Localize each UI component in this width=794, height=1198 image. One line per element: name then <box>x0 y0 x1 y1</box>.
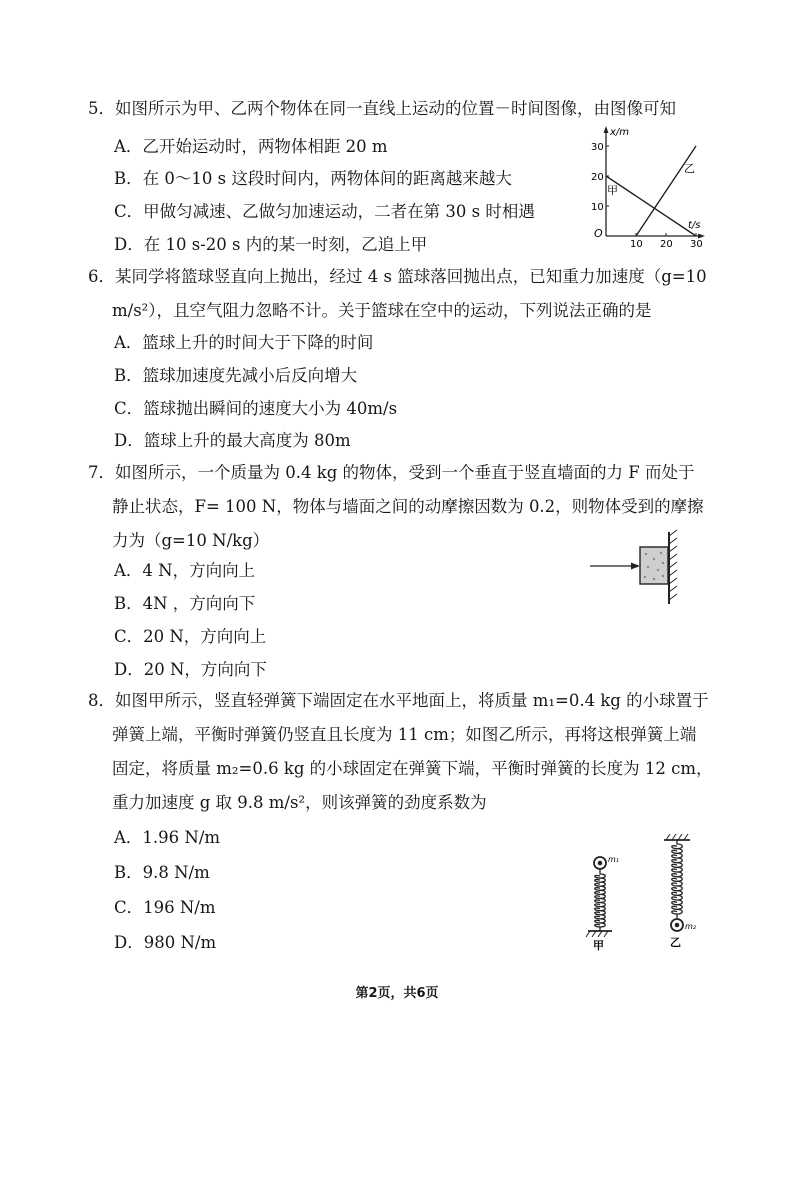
y-tick-label: 30 <box>591 142 604 153</box>
q5-option-c: C．甲做匀减速、乙做匀加速运动，二者在第 30 s 时相遇 <box>114 202 535 221</box>
wall-hatch <box>669 530 677 600</box>
q5-stem-text: 5．如图所示为甲、乙两个物体在同一直线上运动的位置－时间图像，由图像可知 <box>88 99 676 118</box>
figure-jia <box>586 855 619 952</box>
page-footer: 第2页，共6页 <box>355 986 439 1001</box>
y-tick-label: 20 <box>591 172 604 183</box>
q7-wall-block-figure <box>588 530 688 608</box>
q6-stem-line2: m/s²），且空气阻力忽略不计。关于篮球在空中的运动，下列说法正确的是 <box>112 301 652 320</box>
q7-option-b: B．4N ，方向向下 <box>114 594 256 613</box>
force-arrow-head <box>631 563 640 570</box>
q5-position-time-chart <box>578 122 708 250</box>
q8-stem-line1: 8．如图甲所示，竖直轻弹簧下端固定在水平地面上，将质量 m₁=0.4 kg 的小球置于 <box>88 691 709 710</box>
m1-label: m₁ <box>608 855 619 864</box>
ground-hatch <box>586 931 608 937</box>
q6-option-a: A．篮球上升的时间大于下降的时间 <box>114 333 374 352</box>
question-6-stem <box>88 260 707 328</box>
figure-yi <box>664 834 697 949</box>
q8-option-d: D．980 N/m <box>114 933 217 952</box>
series-line-2 <box>636 146 696 236</box>
q8-option-a: A．1.96 N/m <box>114 828 221 847</box>
q7-stem-line3: 力为（g=10 N/kg） <box>112 531 270 550</box>
q5-option-d: D．在 10 s-20 s 内的某一时刻，乙追上甲 <box>114 235 428 254</box>
spring-yi <box>672 840 683 918</box>
spring-jia <box>595 870 606 931</box>
q8-option-b: B．9.8 N/m <box>114 863 210 882</box>
m2-label: m₂ <box>685 922 696 931</box>
x-tick-label: 30 <box>690 239 703 250</box>
q7-option-c: C．20 N，方向向上 <box>114 627 267 646</box>
q5-option-a: A．乙开始运动时，两物体相距 20 m <box>114 137 388 156</box>
series-line-1 <box>606 176 696 236</box>
x-axis-arrow <box>698 234 705 239</box>
y-axis-arrow <box>604 126 609 133</box>
y-axis-label: x/m <box>610 127 630 138</box>
q7-option-a: A．4 N，方向向上 <box>114 561 256 580</box>
series-label-1: 甲 <box>607 184 618 197</box>
y-tick-label: 10 <box>591 202 604 213</box>
q6-option-d: D．篮球上升的最大高度为 80m <box>114 431 351 450</box>
q8-spring-figure <box>580 830 710 955</box>
q8-stem-line3: 固定，将质量 m₂=0.6 kg 的小球固定在弹簧下端，平衡时弹簧的长度为 12 cm， <box>112 759 713 778</box>
label-yi: 乙 <box>670 936 681 949</box>
q7-stem-line2: 静止状态，F= 100 N，物体与墙面之间的动摩擦因数为 0.2，则物体受到的摩擦 <box>112 497 704 516</box>
question-8-stem <box>88 684 713 820</box>
ceiling-hatch <box>666 834 688 840</box>
origin-label: O <box>594 227 603 240</box>
q7-stem-line1: 7．如图所示，一个质量为 0.4 kg 的物体，受到一个垂直于竖直墙面的力 F 而处于 <box>88 463 695 482</box>
q7-option-d: D．20 N，方向向下 <box>114 660 267 679</box>
question-5-stem <box>88 92 676 126</box>
q8-option-c: C．196 N/m <box>114 898 216 917</box>
x-axis-label: t/s <box>688 220 701 231</box>
label-jia: 甲 <box>593 939 604 952</box>
q6-option-c: C．篮球抛出瞬间的速度大小为 40m/s <box>114 399 398 418</box>
q6-option-b: B．篮球加速度先减小后反向增大 <box>114 366 358 385</box>
q6-stem-line1: 6．某同学将篮球竖直向上抛出，经过 4 s 篮球落回抛出点，已知重力加速度（g=10 <box>88 267 707 286</box>
q5-option-b: B．在 0～10 s 这段时间内，两物体间的距离越来越大 <box>114 169 512 188</box>
x-tick-label: 20 <box>660 239 673 250</box>
x-tick-label: 10 <box>630 239 643 250</box>
q8-stem-line2: 弹簧上端，平衡时弹簧仍竖直且长度为 11 cm；如图乙所示，再将这根弹簧上端 <box>112 725 697 744</box>
series-label-2: 乙 <box>684 162 695 175</box>
q8-stem-line4: 重力加速度 g 取 9.8 m/s²，则该弹簧的劲度系数为 <box>112 793 487 812</box>
